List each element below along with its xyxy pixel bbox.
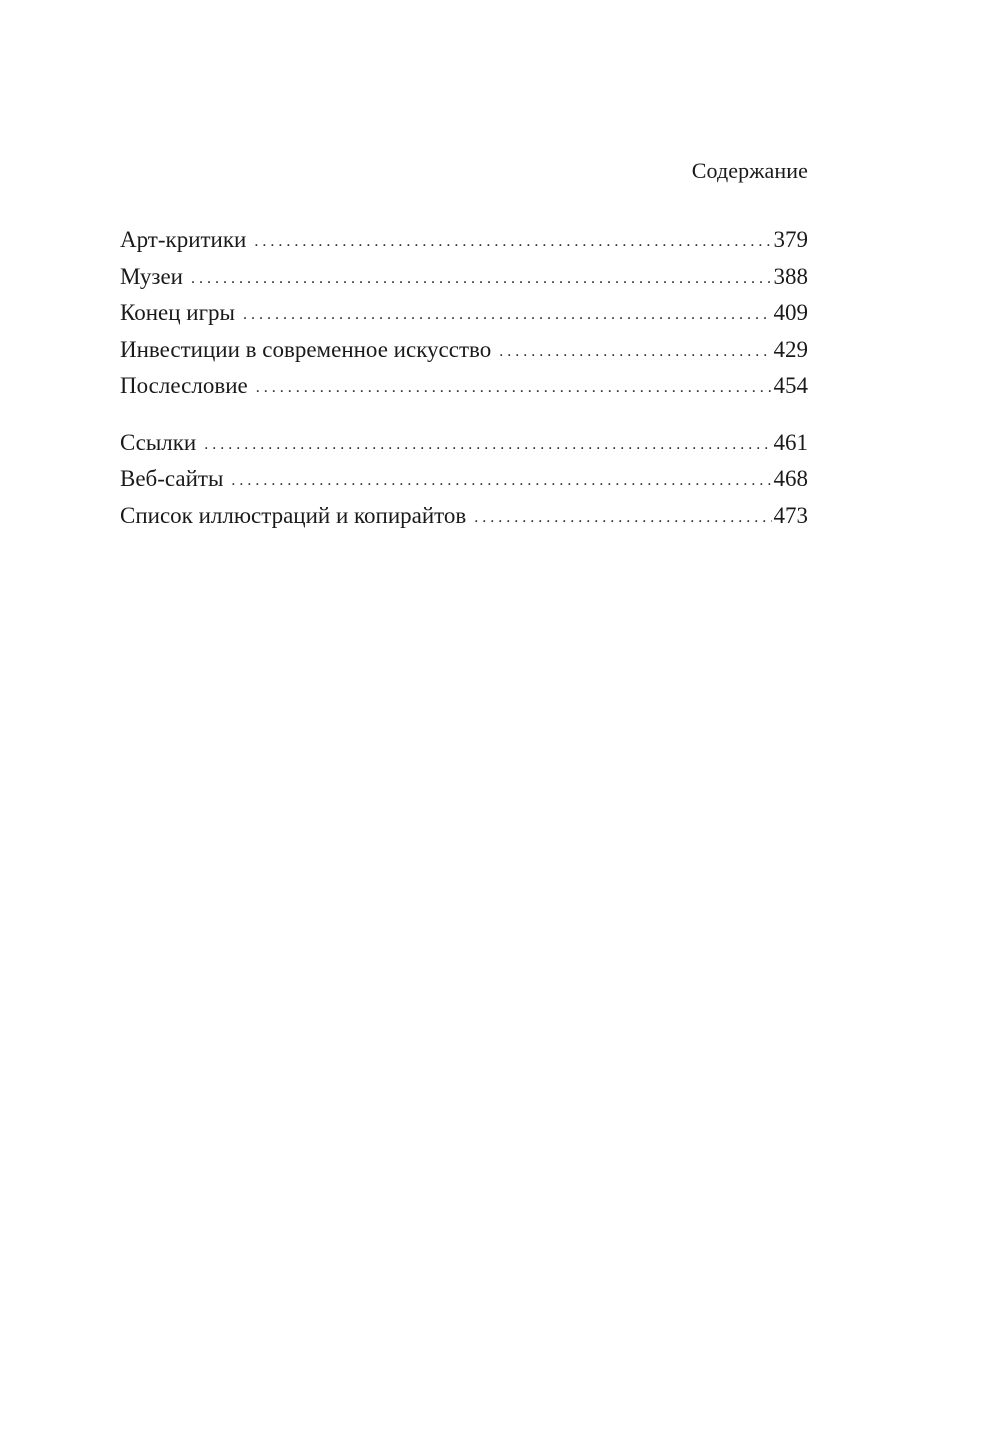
- toc-dot-leader: [231, 463, 771, 499]
- toc-entry[interactable]: [120, 295, 808, 332]
- toc-group-backmatter: [120, 425, 808, 535]
- toc-entry-title: Веб-сайты: [120, 466, 224, 491]
- toc-entry-page: 429: [773, 336, 808, 362]
- toc-dot-leader: [254, 224, 771, 260]
- toc-dot-leader: [243, 297, 772, 333]
- toc-entry-page: 388: [773, 263, 808, 289]
- toc-entry[interactable]: [120, 498, 808, 535]
- toc-entry-title: Ссылки: [120, 429, 197, 455]
- toc-dot-leader: [499, 334, 771, 370]
- toc-entry[interactable]: [120, 332, 808, 369]
- toc-entry-title: Музеи: [120, 263, 183, 289]
- toc-dot-leader: [204, 427, 771, 463]
- toc-dot-leader: [191, 261, 772, 297]
- toc-entry-page: 409: [773, 300, 808, 325]
- toc-entry-page: 468: [773, 466, 808, 491]
- toc-entry-title: Инвестиции в современное искусство: [120, 336, 492, 362]
- toc-entry-page: 461: [773, 429, 808, 455]
- toc-entry-page: 379: [773, 227, 808, 252]
- toc-entry-title: Послесловие: [120, 373, 248, 398]
- toc-entry[interactable]: [120, 461, 808, 498]
- toc-entry-page: 454: [773, 373, 808, 398]
- toc-entry-title: Список иллюстраций и копирайтов: [120, 502, 467, 528]
- toc-entry-title: Конец игры: [120, 300, 235, 325]
- toc-dot-leader: [256, 370, 772, 406]
- toc-entry-title: Арт-критики: [120, 227, 247, 252]
- table-of-contents: [120, 222, 808, 534]
- toc-entry-page: 473: [773, 502, 808, 528]
- toc-entry[interactable]: [120, 259, 808, 296]
- toc-group-chapters: [120, 222, 808, 405]
- toc-dot-leader: [474, 500, 771, 536]
- toc-entry[interactable]: [120, 368, 808, 405]
- toc-entry[interactable]: [120, 222, 808, 259]
- toc-entry[interactable]: [120, 425, 808, 462]
- running-head: Содержание: [691, 158, 808, 183]
